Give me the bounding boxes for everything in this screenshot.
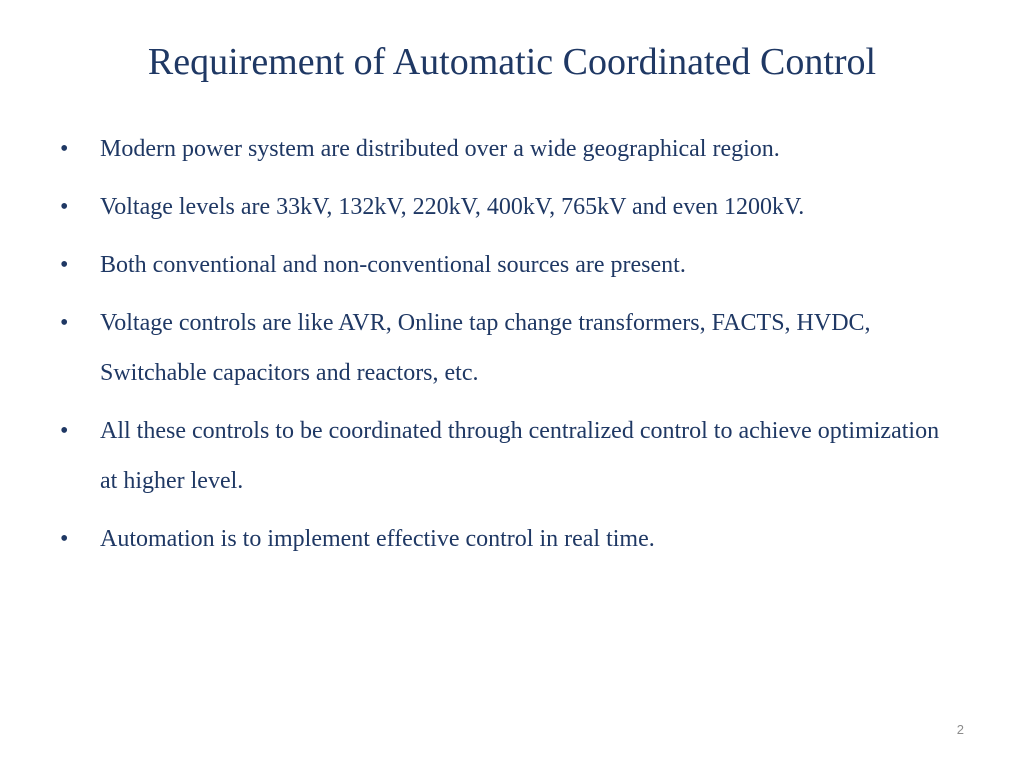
- slide-title: Requirement of Automatic Coordinated Control: [147, 41, 877, 83]
- bullet-marker: •: [60, 136, 69, 162]
- bullet-item: [60, 406, 960, 506]
- bullet-item: [60, 124, 960, 174]
- bullet-text: Voltage controls are like AVR, Online tap change transformers, FACTS, HVDC, Switchable capacitors and reactors, etc.: [100, 310, 871, 386]
- bullet-item: [60, 240, 960, 290]
- bullet-item: [60, 182, 960, 232]
- bullet-list: [60, 124, 960, 572]
- bullet-text: Voltage levels are 33kV, 132kV, 220kV, 400kV, 765kV and even 1200kV.: [100, 194, 805, 220]
- bullet-marker: •: [60, 418, 69, 444]
- bullet-marker: •: [60, 194, 69, 220]
- bullet-marker: •: [60, 310, 69, 336]
- bullet-text: Modern power system are distributed over a wide geographical region.: [100, 136, 780, 162]
- bullet-text: Both conventional and non-conventional sources are present.: [100, 252, 686, 278]
- bullet-item: [60, 514, 960, 564]
- slide-number: 2: [956, 722, 964, 737]
- bullet-text: Automation is to implement effective control in real time.: [100, 526, 655, 552]
- bullet-marker: •: [60, 252, 69, 278]
- bullet-marker: •: [60, 526, 69, 552]
- bullet-text: All these controls to be coordinated through centralized control to achieve optimization at higher level.: [100, 418, 940, 494]
- bullet-item: [60, 298, 960, 398]
